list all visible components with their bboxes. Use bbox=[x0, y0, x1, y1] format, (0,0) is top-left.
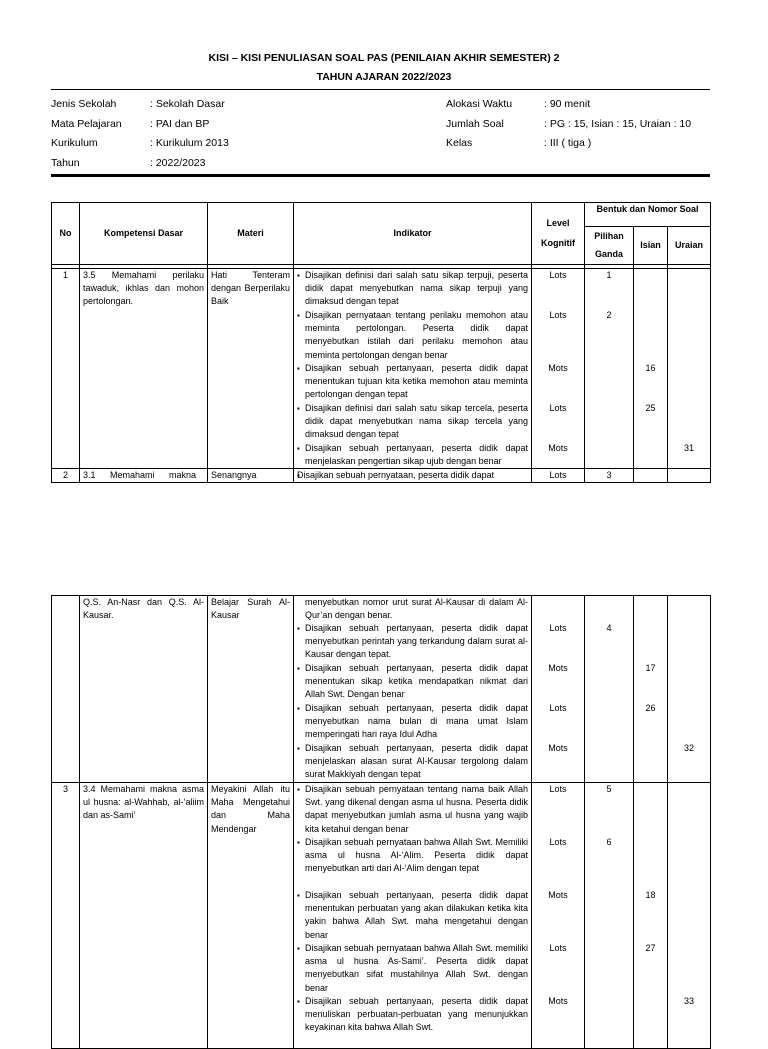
header-level-line1: Level bbox=[546, 218, 570, 229]
indikator-cell bbox=[294, 269, 532, 469]
level-value: Lots bbox=[549, 270, 567, 280]
info-label: Jumlah Soal bbox=[446, 117, 504, 130]
info-value: : 2022/2023 bbox=[150, 156, 206, 169]
indicator-item: ▪ Disajikan sebuah pertanyaan, peserta didik dapat menjelaskan pengertian sikap ujub dengan benar bbox=[294, 442, 531, 468]
pg-number: 1 bbox=[606, 270, 612, 280]
isian-number: 18 bbox=[645, 890, 656, 900]
indicator-item: ▪ Disajikan sebuah pernyataan tentang nama baik Allah Swt. yang dikenal dengan asma ul husna. Peserta didik dapat menyebutkan jumlah asma ul husna yang wajib kita ketahui dengan benar bbox=[294, 783, 531, 836]
info-label: Kurikulum bbox=[51, 137, 98, 149]
info-label: Jenis Sekolah bbox=[51, 98, 117, 110]
indikator-cell bbox=[294, 783, 532, 1049]
header-pg-line2: Ganda bbox=[594, 249, 623, 259]
indicator-continuation: menyebutkan nomor urut surat Al-Kausar di dalam Al-Qur’an dengan benar. bbox=[305, 597, 528, 621]
pg-number: 6 bbox=[606, 837, 612, 847]
level-cell bbox=[532, 596, 585, 783]
kompetensi-dasar-cell: 3.4 Memahami makna asma ul husna: al-Wahhab, al-‘aliim dan as-Sami’ bbox=[80, 783, 208, 1049]
indicator-item: ▪ Disajikan sebuah pertanyaan, peserta didik dapat menentukan tujuan kita ketika memohon atau meminta pertolongan dengan tepat bbox=[294, 362, 531, 402]
info-value: : III ( tiga ) bbox=[544, 137, 592, 149]
header-isian: Isian bbox=[634, 227, 668, 265]
kompetensi-dasar-cell: 3.5 Memahami perilaku tawaduk, ikhlas dan mohon pertolongan. bbox=[80, 269, 208, 469]
isian-number: 17 bbox=[645, 663, 656, 673]
pg-number: 4 bbox=[606, 623, 612, 633]
row-number bbox=[52, 596, 80, 783]
indicator-item: ▪ Disajikan sebuah pertanyaan, peserta didik dapat menyebutkan nama bulan di mana umat Islam memperingati hari raya Idul Adha bbox=[294, 702, 531, 742]
uraian-number: 31 bbox=[684, 443, 695, 453]
level-value: Lots bbox=[549, 623, 567, 633]
materi-cell: Senangnya bbox=[208, 469, 294, 483]
kisi-table-page-1 bbox=[51, 202, 711, 483]
kompetensi-dasar-cell: Q.S. An-Nasr dan Q.S. Al-Kausar. bbox=[80, 596, 208, 783]
info-row-jenis-sekolah bbox=[51, 95, 229, 115]
uraian-cell bbox=[668, 596, 711, 783]
info-value: : PAI dan BP bbox=[150, 117, 210, 130]
info-row-tahun bbox=[51, 154, 229, 174]
level-value: Lots bbox=[549, 784, 567, 794]
row-number: 2 bbox=[52, 469, 80, 483]
isian-number: 26 bbox=[645, 703, 656, 713]
level-cell bbox=[532, 269, 585, 469]
table-row bbox=[52, 783, 711, 1049]
info-label: Alokasi Waktu bbox=[446, 98, 513, 110]
uraian-number: 33 bbox=[683, 996, 694, 1006]
row-number: 3 bbox=[52, 783, 80, 1049]
uraian-cell bbox=[668, 469, 711, 483]
level-value: Mots bbox=[548, 996, 568, 1006]
level-value: Lots bbox=[549, 310, 567, 320]
isian-number: 16 bbox=[645, 363, 656, 373]
level-value: Mots bbox=[548, 890, 568, 900]
info-value: : PG : 15, Isian : 15, Uraian : 10 bbox=[544, 117, 692, 130]
info-left bbox=[51, 95, 229, 173]
indikator-cell bbox=[294, 596, 532, 783]
header-pilihan-ganda bbox=[585, 227, 634, 265]
info-label: Tahun bbox=[51, 156, 80, 169]
header-level-line2: Kognitif bbox=[541, 237, 575, 248]
pg-number: 3 bbox=[585, 469, 634, 483]
isian-cell bbox=[634, 269, 668, 469]
materi-cell: Hati Tenteram dengan Berperilaku Baik bbox=[208, 269, 294, 469]
info-value: : 90 menit bbox=[544, 98, 591, 110]
isian-number: 25 bbox=[645, 403, 656, 413]
isian-number: 27 bbox=[645, 943, 656, 953]
header-pg-line1: Pilihan bbox=[594, 230, 624, 241]
pilihan-ganda-cell bbox=[585, 269, 634, 469]
level-value: Lots bbox=[549, 943, 567, 953]
indicator-item: ▪ Disajikan sebuah pernyataan bahwa Allah Swt. Memiliki asma ul husna Al-‘Alim. Peserta didik dapat menyebutkan arti dari Al-‘Alim dengan tepat bbox=[294, 836, 531, 889]
indicator-item: ▪ Disajikan sebuah pernyataan, peserta didik dapat bbox=[294, 469, 532, 483]
isian-cell bbox=[634, 596, 668, 783]
uraian-number: 32 bbox=[683, 743, 694, 753]
pilihan-ganda-cell bbox=[585, 596, 634, 783]
title-divider bbox=[51, 89, 710, 90]
table-row bbox=[52, 596, 711, 783]
info-row-kelas bbox=[446, 134, 691, 154]
level-value: Lots bbox=[549, 403, 567, 413]
header-no: No bbox=[52, 203, 80, 265]
kisi-table-page-2 bbox=[51, 595, 711, 1049]
indicator-item: ▪ Disajikan sebuah pernyataan bahwa Allah Swt. memiliki asma ul husna As-Sami’. Peserta didik dapat menyebutkan sifat mustahilnya Allah Swt. dengan benar bbox=[294, 942, 531, 995]
level-value: Mots bbox=[548, 443, 568, 453]
indicator-item: ▪ Disajikan sebuah pertanyaan, peserta didik dapat menentukan sikap ketika mendapatkan nikmat dari Allah Swt. Dengan benar bbox=[294, 662, 531, 702]
info-row-jumlah-soal bbox=[446, 115, 691, 135]
isian-cell bbox=[634, 783, 668, 1049]
pilihan-ganda-cell bbox=[585, 783, 634, 1049]
header-level-kognitif bbox=[532, 203, 585, 265]
level-cell bbox=[532, 783, 585, 1049]
header-indikator: Indikator bbox=[294, 203, 532, 265]
uraian-cell bbox=[668, 269, 711, 469]
info-divider bbox=[51, 174, 710, 177]
header-kompetensi-dasar: Kompetensi Dasar bbox=[80, 203, 208, 265]
info-value: : Kurikulum 2013 bbox=[150, 137, 229, 149]
materi-cell: Meyakini Allah itu Maha Mengetahui dan Maha Mendengar bbox=[208, 783, 294, 1049]
indicator-item: ▪ Disajikan sebuah pertanyaan, peserta didik dapat menjelaskan alasan surat Al-Kausar tergolong dalam surat Makkiyah dengan tepat bbox=[294, 742, 531, 782]
info-row-mata-pelajaran bbox=[51, 115, 229, 135]
info-row-kurikulum bbox=[51, 134, 229, 154]
header-bentuk-nomor-soal: Bentuk dan Nomor Soal bbox=[585, 203, 711, 227]
level-value: Lots bbox=[549, 703, 567, 713]
info-value: : Sekolah Dasar bbox=[150, 98, 225, 110]
info-right bbox=[446, 95, 691, 154]
table-row bbox=[52, 269, 711, 469]
document-subtitle: TAHUN AJARAN 2022/2023 bbox=[316, 71, 452, 83]
info-label: Kelas bbox=[446, 137, 473, 149]
header-uraian: Uraian bbox=[668, 227, 711, 265]
level-value: Lots bbox=[549, 837, 567, 847]
materi-cell: Belajar Surah Al-Kausar bbox=[208, 596, 294, 783]
kompetensi-dasar-cell: 3.1 Memahami makna bbox=[80, 469, 208, 483]
indicator-item: ▪ Disajikan definisi dari salah satu sikap terpuji, peserta didik dapat menyebutkan nama sikap terpuji yang dimaksud dengan tepat bbox=[294, 269, 531, 309]
level-value: Lots bbox=[532, 469, 585, 483]
info-label: Mata Pelajaran bbox=[51, 117, 122, 130]
header-materi: Materi bbox=[208, 203, 294, 265]
indicator-item: ▪ Disajikan definisi dari salah satu sikap tercela, peserta didik dapat menyebutkan nama sikap tercela yang dimaksud dengan tepat bbox=[294, 402, 531, 442]
indicator-item: ▪ Disajikan sebuah pertanyaan, peserta didik dapat menyebutkan perintah yang terkandung dalam surat al-Kausar dengan tepat. bbox=[294, 622, 531, 662]
info-row-alokasi-waktu bbox=[446, 95, 691, 115]
isian-cell bbox=[634, 469, 668, 483]
level-value: Mots bbox=[548, 363, 568, 373]
level-value: Mots bbox=[548, 743, 568, 753]
uraian-cell bbox=[668, 783, 711, 1049]
pg-number: 2 bbox=[606, 310, 612, 320]
pg-number: 5 bbox=[606, 784, 612, 794]
indicator-item: ▪ Disajikan sebuah pertanyaan, peserta didik dapat menentukan perbuatan yang akan dilakukan ketika kita yakin bahwa Allah Swt. maha mengetahui dengan benar bbox=[294, 889, 531, 942]
document-title: KISI – KISI PENULIASAN SOAL PAS (PENILAIAN AKHIR SEMESTER) 2 bbox=[208, 52, 560, 64]
row-number: 1 bbox=[52, 269, 80, 469]
table-row bbox=[52, 469, 711, 483]
indicator-item: ▪ Disajikan sebuah pertanyaan, peserta didik dapat menuliskan perbuatan-perbuatan yang menunjukkan keyakinan kita bahwa Allah Swt. bbox=[294, 995, 531, 1048]
level-value: Mots bbox=[548, 663, 568, 673]
indicator-item: ▪ Disajikan pernyataan tentang perilaku memohon atau meminta pertolongan. Peserta didik dapat menyebutkan istilah dari perilaku memohon atau meminta pertolongan dengan benar bbox=[294, 309, 531, 362]
